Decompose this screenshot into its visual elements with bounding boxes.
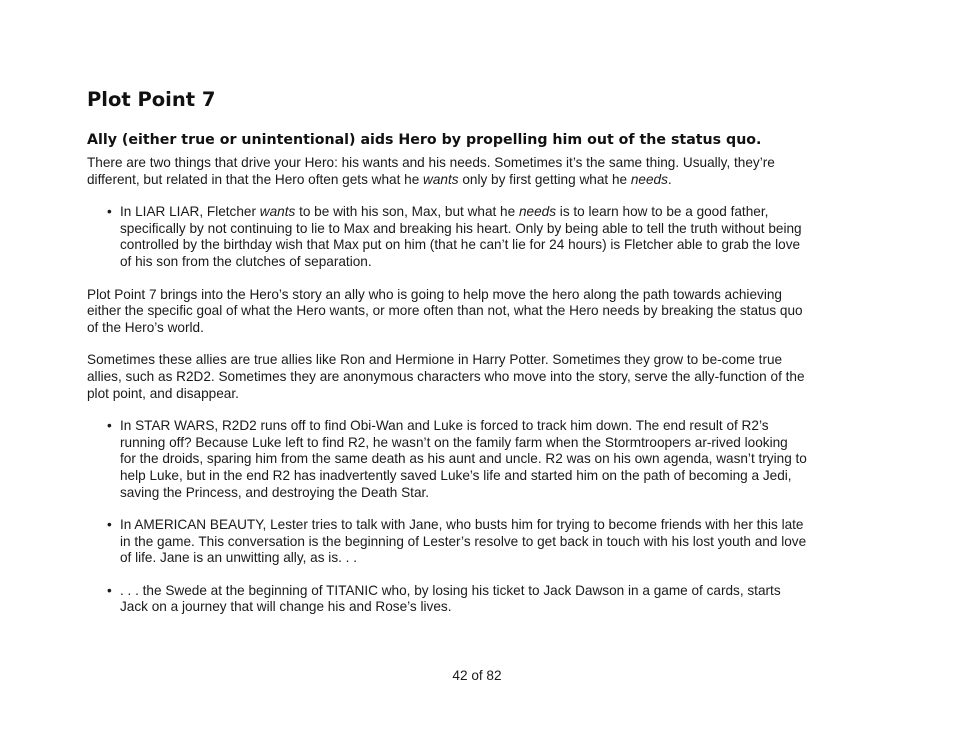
list-item: [87, 204, 807, 270]
list-item: [87, 583, 807, 616]
list-item: [87, 418, 807, 501]
page-title: Plot Point 7: [87, 88, 216, 111]
bullet-emphasis-needs: needs: [518, 204, 557, 220]
intro-text-3: .: [667, 171, 672, 187]
bullet-icon: •: [107, 418, 112, 434]
bullet-text-1: In LIAR LIAR, Fletcher: [120, 204, 260, 220]
bullet-list-examples: [87, 418, 807, 616]
bullet-list-liar-liar: [87, 204, 807, 270]
bullet-icon: •: [107, 582, 112, 598]
bullet-text-2: to be with his son, Max, but what he: [295, 204, 519, 220]
bullet-text-titanic: . . . the Swede at the beginning of TITANIC who, by losing his ticket to Jack Dawson in a game of cards, starts Jack on a journey that will change his and Rose’s lives.: [120, 582, 781, 615]
bullet-text-american-beauty: In AMERICAN BEAUTY, Lester tries to talk with Jane, who busts him for trying to become friends with her this late in the game. This conversation is the beginning of Lester’s resolve to get back in touch with his lost youth and love of life. Jane is an unwitting ally, as is. . .: [120, 517, 807, 566]
bullet-emphasis-wants: wants: [259, 204, 296, 220]
bullet-text-star-wars: In STAR WARS, R2D2 runs off to find Obi-Wan and Luke is forced to track him down. The end result of R2’s running off? Because Luke left to find R2, he wasn’t on the family farm when the Stormtroopers ar-rived looking for the droids, sparing him from the same death as his aunt and uncle. R2 was on his own agenda, wasn’t trying to help Luke, but in the end R2 has inadvertently saved Luke’s life and started him on the path of becoming a Jedi, saving the Princess, and destroying the Death Star.: [120, 418, 807, 500]
intro-emphasis-wants: wants: [423, 171, 459, 187]
section-subtitle: Ally (either true or unintentional) aids Hero by propelling him out of the status quo.: [87, 132, 762, 148]
intro-text-1: There are two things that drive your Hero: his wants and his needs. Sometimes it’s the same thing. Usually, they’re different, but related in that the Hero often gets what he: [87, 155, 775, 187]
paragraph-plot-point: Plot Point 7 brings into the Hero’s story an ally who is going to help move the hero along the path towards achieving either the specific goal of what the Hero wants, or more often than not, what the Hero needs by breaking the status quo of the Hero’s world.: [87, 286, 803, 335]
intro-emphasis-needs: needs: [630, 171, 668, 187]
bullet-icon: •: [107, 517, 112, 533]
intro-text-2: only by first getting what he: [458, 171, 631, 187]
page-content: [87, 84, 807, 616]
list-item: [87, 517, 807, 567]
bullet-text-3: is to learn how to be a good father, specifically by not continuing to lie to Max and breaking his heart. Only by being able to tell the truth without being controlled by the birthday wish that Max put on him (that he can’t lie for 24 hours) is Fletcher able to grab the love of his son from the clutches of separation.: [120, 204, 802, 269]
page-number: 42 of 82: [452, 668, 502, 683]
paragraph-allies: Sometimes these allies are true allies like Ron and Hermione in Harry Potter. Sometimes they grow to be-come true allies, such as R2D2. Sometimes they are anonymous characters who move into the story, serve the ally-function of the plot point, and disappear.: [87, 352, 805, 401]
intro-paragraph: [87, 155, 807, 188]
bullet-icon: •: [107, 204, 112, 220]
